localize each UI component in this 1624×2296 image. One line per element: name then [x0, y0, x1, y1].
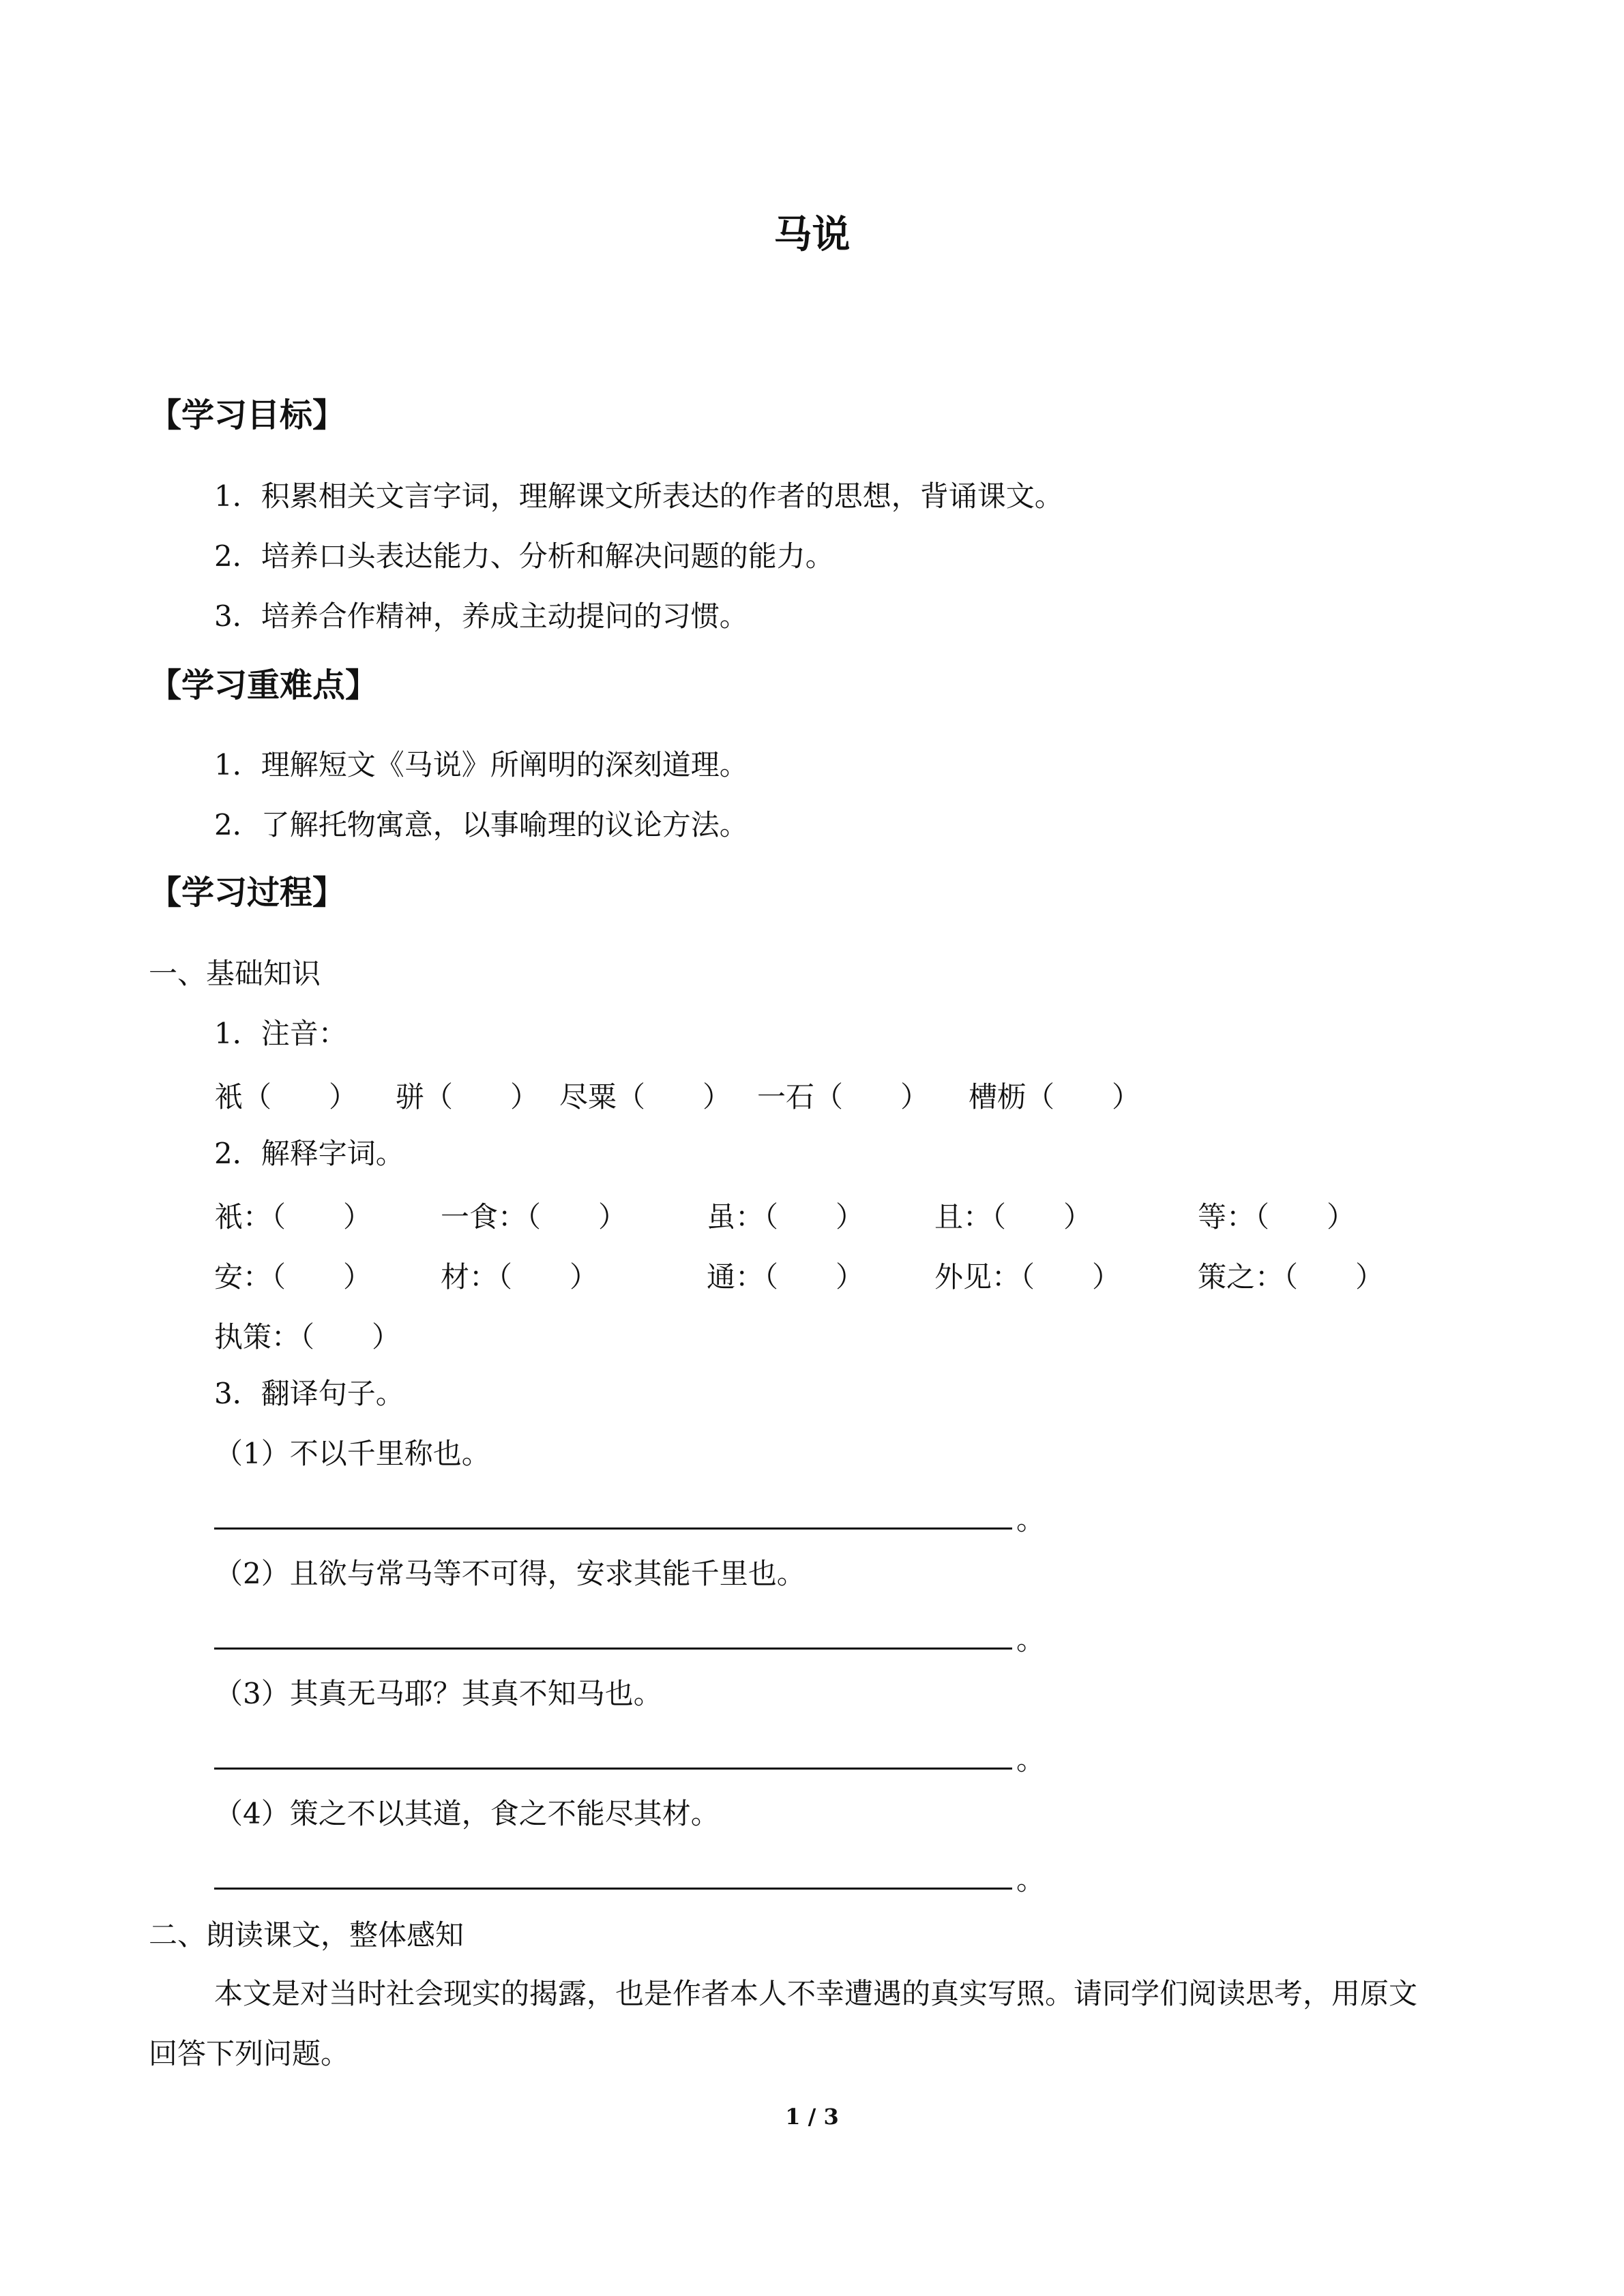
- translate-sentence: （4）策之不以其道，食之不能尽其材。: [214, 1797, 720, 1830]
- word-item: 策之：（ ）: [1198, 1260, 1385, 1294]
- pinyin-item: 槽枥（ ）: [969, 1080, 1141, 1114]
- answer-period: 。: [1016, 1743, 1046, 1776]
- translate-sentence: （3）其真无马耶？其真不知马也。: [214, 1677, 662, 1710]
- part2-paragraph: 本文是对当时社会现实的揭露，也是作者本人不幸遭遇的真实写照。请同学们阅读思考，用原文回答下列问题。: [149, 1977, 1418, 2070]
- pinyin-item: 骈（ ）: [396, 1080, 540, 1114]
- word-item: 一食：（ ）: [441, 1200, 628, 1234]
- answer-line[interactable]: [214, 1768, 1012, 1770]
- question-2-label: 2．解释字词。: [214, 1137, 404, 1170]
- translate-sentence: （2）且欲与常马等不可得，安求其能千里也。: [214, 1557, 806, 1590]
- word-item: 虽：（ ）: [707, 1200, 865, 1234]
- pinyin-item: 一石（ ）: [757, 1080, 930, 1114]
- page-title: 马说: [773, 212, 851, 257]
- answer-period: 。: [1016, 1863, 1046, 1896]
- page-number: 1 / 3: [785, 2104, 839, 2130]
- answer-line[interactable]: [214, 1888, 1012, 1890]
- pinyin-item: 尽粟（ ）: [559, 1080, 732, 1114]
- key-point-item: 2．了解托物寓意，以事喻理的议论方法。: [214, 808, 748, 841]
- pinyin-item: 衹（ ）: [214, 1080, 358, 1114]
- goal-item: 3．培养合作精神，养成主动提问的习惯。: [214, 599, 748, 633]
- word-item: 且：（ ）: [934, 1200, 1093, 1234]
- word-item: 执策：（ ）: [214, 1320, 401, 1354]
- word-item: 通：（ ）: [707, 1260, 865, 1294]
- translate-sentence: （1）不以千里称也。: [214, 1437, 490, 1470]
- goal-item: 1．积累相关文言字词，理解课文所表达的作者的思想，背诵课文。: [214, 479, 1063, 513]
- answer-line[interactable]: [214, 1648, 1012, 1650]
- part1-heading: 一、基础知识: [149, 957, 321, 990]
- question-1-label: 1．注音：: [214, 1017, 347, 1050]
- word-item: 衹：（ ）: [214, 1200, 372, 1234]
- word-item: 安：（ ）: [214, 1260, 372, 1294]
- word-item: 材：（ ）: [441, 1260, 599, 1294]
- word-item: 等：（ ）: [1198, 1200, 1356, 1234]
- word-item: 外见：（ ）: [934, 1260, 1121, 1294]
- answer-period: 。: [1016, 1503, 1046, 1536]
- goal-item: 2．培养口头表达能力、分析和解决问题的能力。: [214, 539, 834, 573]
- answer-line[interactable]: [214, 1527, 1012, 1530]
- section-heading-process: 【学习过程】: [149, 874, 346, 912]
- question-3-label: 3．翻译句子。: [214, 1377, 404, 1410]
- key-point-item: 1．理解短文《马说》所阐明的深刻道理。: [214, 748, 748, 781]
- section-heading-key-points: 【学习重难点】: [149, 666, 379, 704]
- section-heading-goals: 【学习目标】: [149, 396, 346, 434]
- part2-heading: 二、朗读课文，整体感知: [149, 1918, 464, 1952]
- answer-period: 。: [1016, 1623, 1046, 1656]
